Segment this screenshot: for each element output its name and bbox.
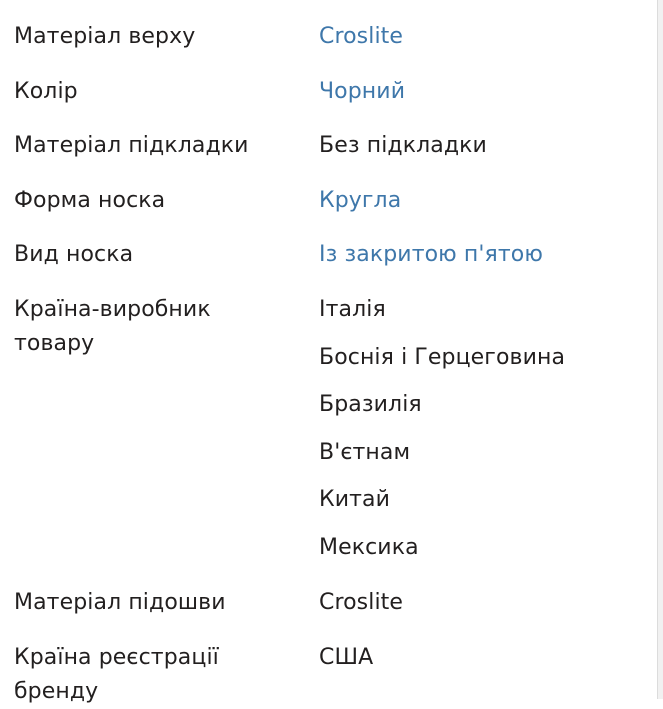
spec-values (319, 20, 663, 54)
spec-value-link[interactable]: Croslite (319, 24, 404, 49)
spec-row-upper-material (0, 20, 663, 54)
spec-label: Вид носка (14, 242, 134, 267)
spec-label: Матеріал підкладки (14, 133, 249, 158)
spec-value-link[interactable]: Кругла (319, 188, 402, 213)
spec-label (0, 293, 319, 361)
spec-label: Матеріал підошви (14, 590, 226, 615)
spec-value: США (319, 645, 374, 670)
spec-values (319, 238, 663, 272)
page-edge-scrollbar[interactable] (658, 0, 663, 699)
spec-label-line: бренду (14, 679, 99, 704)
spec-row-toe-type (0, 238, 663, 272)
spec-values (319, 293, 663, 565)
spec-value: В'єтнам (319, 439, 411, 465)
spec-row-lining-material (0, 129, 663, 163)
spec-value: Китай (319, 487, 391, 512)
spec-value: Без підкладки (319, 133, 487, 158)
spec-value: Італія (319, 297, 386, 322)
spec-value-link[interactable]: Із закритою п'ятою (319, 242, 543, 267)
spec-row-country-of-origin (0, 293, 663, 565)
spec-label-line: Країна реєстрації (14, 645, 219, 670)
spec-label: Матеріал верху (14, 24, 196, 49)
spec-row-sole-material (0, 586, 663, 620)
spec-label-line: Країна-виробник (14, 297, 211, 322)
spec-value: Бразилія (319, 392, 422, 417)
spec-label: Форма носка (14, 188, 166, 213)
spec-row-toe-shape (0, 184, 663, 218)
spec-value: Мексика (319, 534, 419, 560)
spec-value-link[interactable]: Чорний (319, 79, 406, 104)
spec-values (319, 641, 663, 675)
spec-label: Колір (14, 79, 78, 104)
spec-value: Боснія і Герцеговина (319, 344, 566, 370)
spec-label-line: товару (14, 331, 95, 356)
spec-value: Croslite (319, 590, 404, 615)
spec-row-color (0, 75, 663, 109)
spec-values (319, 129, 663, 163)
spec-values (319, 184, 663, 218)
spec-values (319, 75, 663, 109)
spec-values (319, 586, 663, 620)
